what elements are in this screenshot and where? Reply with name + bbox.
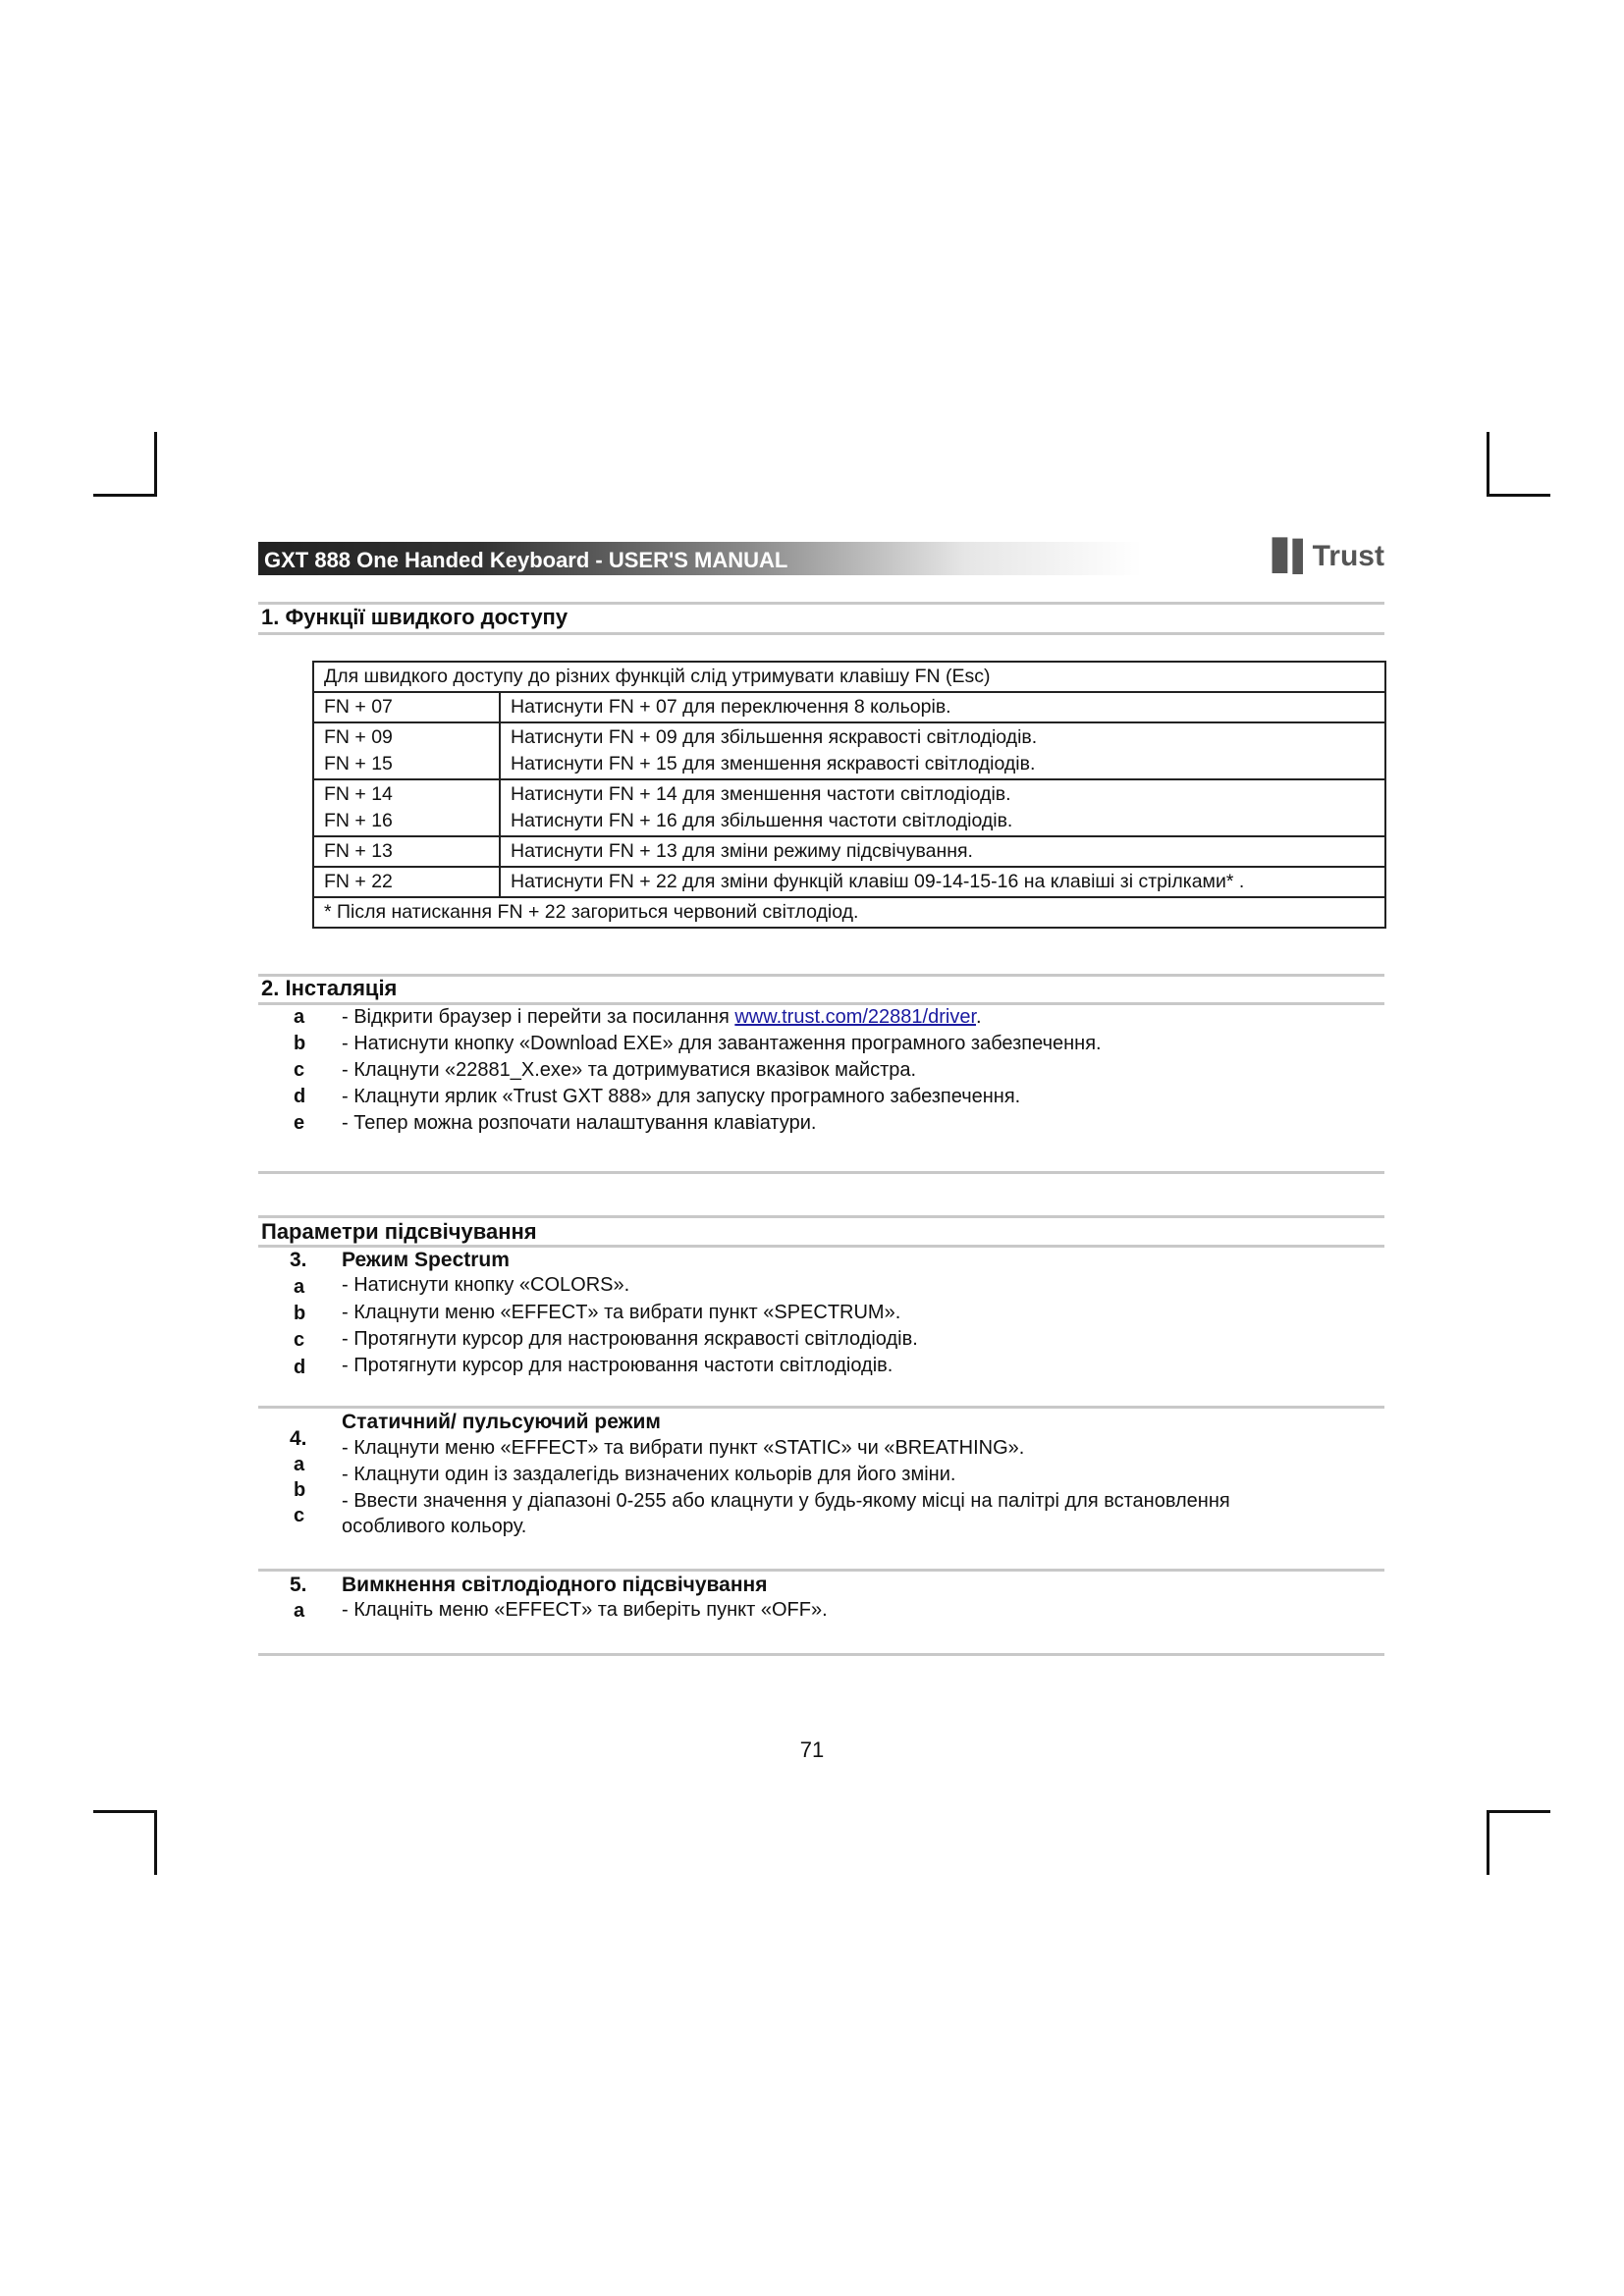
list-letter: c (294, 1505, 305, 1526)
list-letter: b (294, 1033, 306, 1054)
shortcut-desc: Натиснути FN + 09 для збільшення яскравості світлодіодів. (511, 726, 1038, 748)
list-letter: d (294, 1357, 306, 1378)
divider (258, 1171, 1384, 1174)
crop-mark (1487, 1810, 1550, 1813)
crop-mark (154, 1810, 157, 1875)
shortcut-desc: Натиснути FN + 13 для зміни режиму підсвічування. (500, 836, 1385, 867)
crop-mark (93, 494, 157, 497)
list-item: - Клацнути меню «EFFECT» та вибрати пункт «STATIC» чи «BREATHING». (342, 1437, 1025, 1459)
page-header (258, 539, 1384, 578)
list-item: - Клацнути меню «EFFECT» та вибрати пункт «SPECTRUM». (342, 1302, 901, 1323)
list-item: - Протягнути курсор для настроювання яскравості світлодіодів. (342, 1328, 918, 1350)
driver-link[interactable]: www.trust.com/22881/driver (734, 1006, 976, 1028)
section-title: 2. Інсталяція (261, 976, 398, 1000)
trust-logo-mark-icon: ▋▌ (1272, 540, 1311, 572)
subsection-number: 4. (290, 1427, 307, 1450)
crop-mark (1487, 432, 1489, 497)
shortcut-desc-group (500, 779, 1385, 836)
shortcut-key: FN + 16 (324, 810, 393, 831)
shortcut-key: FN + 15 (324, 753, 393, 774)
shortcut-table (312, 661, 1386, 929)
list-letter: a (294, 1600, 305, 1622)
section-title: 1. Функції швидкого доступу (261, 605, 568, 629)
list-item: - Натиснути кнопку «Download EXE» для завантаження програмного забезпечення. (342, 1033, 1102, 1054)
list-letter: e (294, 1112, 305, 1134)
divider (258, 1653, 1384, 1656)
table-row (313, 867, 1385, 897)
table-row (313, 662, 1385, 692)
header-title: GXT 888 One Handed Keyboard - USER'S MANUAL (264, 548, 788, 572)
shortcut-desc-group (500, 722, 1385, 779)
divider (258, 1569, 1384, 1572)
list-item-text: - Відкрити браузер і перейти за посилання (342, 1006, 735, 1028)
divider (258, 1245, 1384, 1248)
shortcut-desc: Натиснути FN + 07 для переключення 8 кольорів. (500, 692, 1385, 722)
list-letter: b (294, 1303, 306, 1324)
trust-logo-text: Trust (1312, 540, 1384, 572)
list-letter: a (294, 1276, 305, 1298)
subsection-number: 3. (290, 1249, 307, 1271)
list-item: - Протягнути курсор для настроювання частоти світлодіодів. (342, 1355, 893, 1376)
list-item (342, 1006, 982, 1029)
divider (258, 1002, 1384, 1005)
divider (258, 632, 1384, 635)
list-letter: c (294, 1059, 305, 1081)
table-footnote: * Після натискання FN + 22 загориться червоний світлодіод. (313, 897, 1385, 928)
shortcut-desc: Натиснути FN + 14 для зменшення частоти світлодіодів. (511, 783, 1011, 805)
subsection-number: 5. (290, 1574, 307, 1596)
header-bar (258, 542, 1142, 575)
shortcut-key: FN + 07 (313, 692, 500, 722)
table-row (313, 897, 1385, 928)
table-row (313, 722, 1385, 779)
shortcut-key: FN + 13 (313, 836, 500, 867)
crop-mark (1487, 1810, 1489, 1875)
crop-mark (93, 1810, 157, 1813)
shortcut-key: FN + 14 (324, 783, 393, 805)
shortcut-key-group (313, 779, 500, 836)
list-item: - Ввести значення у діапазоні 0-255 або клацнути у будь-якому місці на палітрі для встановлення (342, 1490, 1230, 1512)
divider (258, 1406, 1384, 1409)
divider (258, 1215, 1384, 1218)
list-letter: c (294, 1329, 305, 1351)
list-letter: a (294, 1454, 305, 1475)
table-intro: Для швидкого доступу до різних функцій слід утримувати клавішу FN (Esc) (313, 662, 1385, 692)
list-item-text: . (976, 1006, 982, 1028)
list-item: - Натиснути кнопку «COLORS». (342, 1274, 630, 1296)
list-item: - Клацнути ярлик «Trust GXT 888» для запуску програмного забезпечення. (342, 1086, 1021, 1107)
crop-mark (1487, 494, 1550, 497)
trust-logo (1272, 539, 1384, 573)
shortcut-desc: Натиснути FN + 22 для зміни функцій клавіш 09-14-15-16 на клавіші зі стрілками* . (500, 867, 1385, 897)
shortcut-key: FN + 22 (313, 867, 500, 897)
list-letter: d (294, 1086, 306, 1107)
page-number: 71 (799, 1737, 825, 1762)
shortcut-desc: Натиснути FN + 16 для збільшення частоти світлодіодів. (511, 810, 1013, 831)
list-letter: a (294, 1006, 305, 1028)
list-item: - Клацнути «22881_X.exe» та дотримуватися вказівок майстра. (342, 1059, 917, 1081)
list-item: - Тепер можна розпочати налаштування клавіатури. (342, 1112, 817, 1134)
divider (258, 974, 1384, 977)
list-item: - Клацніть меню «EFFECT» та виберіть пункт «OFF». (342, 1599, 828, 1621)
list-item: - Клацнути один із заздалегідь визначених кольорів для його зміни. (342, 1464, 956, 1485)
list-item: особливого кольору. (342, 1516, 527, 1537)
list-letter: b (294, 1479, 306, 1501)
section-title: Параметри підсвічування (261, 1219, 537, 1244)
subsection-title: Вимкнення світлодіодного підсвічування (342, 1574, 768, 1596)
shortcut-key-group (313, 722, 500, 779)
table-row (313, 692, 1385, 722)
crop-mark (154, 432, 157, 497)
shortcut-key: FN + 09 (324, 726, 393, 748)
table-row (313, 836, 1385, 867)
subsection-title: Режим Spectrum (342, 1249, 510, 1271)
table-row (313, 779, 1385, 836)
shortcut-desc: Натиснути FN + 15 для зменшення яскравості світлодіодів. (511, 753, 1036, 774)
subsection-title: Статичний/ пульсуючий режим (342, 1411, 661, 1433)
